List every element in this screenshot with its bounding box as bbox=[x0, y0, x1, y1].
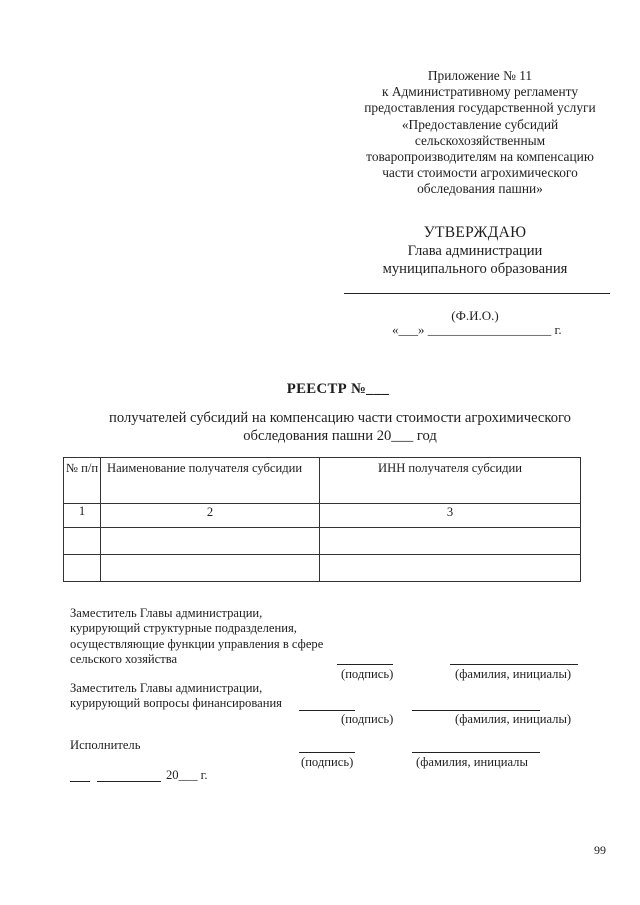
appendix-line: «Предоставление субсидий bbox=[401, 116, 559, 132]
deputy-finance-line: курирующий вопросы финансирования bbox=[70, 696, 282, 711]
name-line bbox=[450, 664, 578, 665]
name-caption: (фамилия, инициалы) bbox=[455, 712, 572, 726]
table-row bbox=[64, 528, 581, 555]
signature-caption: (подпись) bbox=[341, 667, 394, 681]
appendix-line: сельскохозяйственным bbox=[414, 132, 546, 148]
signature-line bbox=[337, 664, 393, 665]
bottom-date: 20___ г. bbox=[166, 768, 208, 782]
name-caption: (фамилия, инициалы) bbox=[455, 667, 572, 681]
page-number: 99 bbox=[594, 843, 606, 857]
deputy-agriculture-line: сельского хозяйства bbox=[70, 652, 178, 667]
table-cell[interactable] bbox=[64, 555, 101, 582]
deputy-agriculture-line: курирующий структурные подразделения, bbox=[70, 621, 297, 636]
fio-caption: (Ф.И.О.) bbox=[451, 308, 499, 323]
registry-subtitle bbox=[60, 409, 620, 445]
column-number-cell: 2 bbox=[101, 504, 320, 528]
column-number-cell: 1 bbox=[64, 504, 101, 528]
deputy-agriculture-block bbox=[70, 606, 370, 668]
approval-date-line: «___» ___________________ г. bbox=[392, 322, 562, 337]
appendix-line: части стоимости агрохимического bbox=[382, 165, 578, 181]
signature-caption: (подпись) bbox=[341, 712, 394, 726]
name-line bbox=[412, 752, 540, 753]
signature-line bbox=[299, 752, 355, 753]
approval-position-line1: Глава администрации bbox=[407, 243, 543, 259]
deputy-finance-block bbox=[70, 681, 370, 712]
header-cell-number: № п/п bbox=[64, 458, 101, 504]
appendix-line: предоставления государственной услуги bbox=[364, 100, 596, 116]
appendix-line: Приложение № 11 bbox=[427, 68, 533, 83]
appendix-line: товаропроизводителям на компенсацию bbox=[366, 149, 594, 165]
registry-subtitle-line2: обследования пашни 20___ год bbox=[243, 428, 437, 444]
signature-line bbox=[299, 710, 355, 711]
appendix-line: обследования пашни» bbox=[417, 181, 543, 197]
registry-title: РЕЕСТР №___ bbox=[286, 381, 390, 397]
appendix-line: к Административному регламенту bbox=[381, 84, 579, 100]
appendix-header bbox=[330, 68, 630, 198]
deputy-agriculture-line: осуществляющие функции управления в сфере bbox=[70, 636, 324, 651]
table-cell[interactable] bbox=[101, 528, 320, 555]
table-cell[interactable] bbox=[64, 528, 101, 555]
date-month-line bbox=[97, 781, 161, 782]
executor-label: Исполнитель bbox=[70, 738, 141, 752]
approval-block bbox=[340, 224, 610, 278]
table-row bbox=[64, 555, 581, 582]
deputy-finance-line: Заместитель Главы администрации, bbox=[70, 681, 263, 695]
date-day-line bbox=[70, 781, 90, 782]
signature-caption: (подпись) bbox=[301, 755, 354, 769]
header-cell-recipient-name: Наименование получателя субсидии bbox=[101, 458, 320, 504]
approval-signature-line bbox=[344, 293, 610, 294]
registry-subtitle-line1: получателей субсидий на компенсацию части стоимости агрохимического bbox=[109, 410, 571, 426]
approval-position-line2: муниципального образования bbox=[382, 261, 568, 277]
table-cell[interactable] bbox=[320, 555, 581, 582]
name-line bbox=[412, 710, 540, 711]
name-caption: (фамилия, инициалы bbox=[416, 755, 528, 769]
deputy-agriculture-line: Заместитель Главы администрации, bbox=[70, 606, 263, 620]
table-cell[interactable] bbox=[320, 528, 581, 555]
table-header-row bbox=[64, 458, 581, 504]
header-cell-inn: ИНН получателя субсидии bbox=[320, 458, 581, 504]
approval-heading: УТВЕРЖДАЮ bbox=[423, 224, 527, 241]
registry-table bbox=[63, 457, 581, 582]
table-column-numbers-row bbox=[64, 504, 581, 528]
table-cell[interactable] bbox=[101, 555, 320, 582]
column-number-cell: 3 bbox=[320, 504, 581, 528]
